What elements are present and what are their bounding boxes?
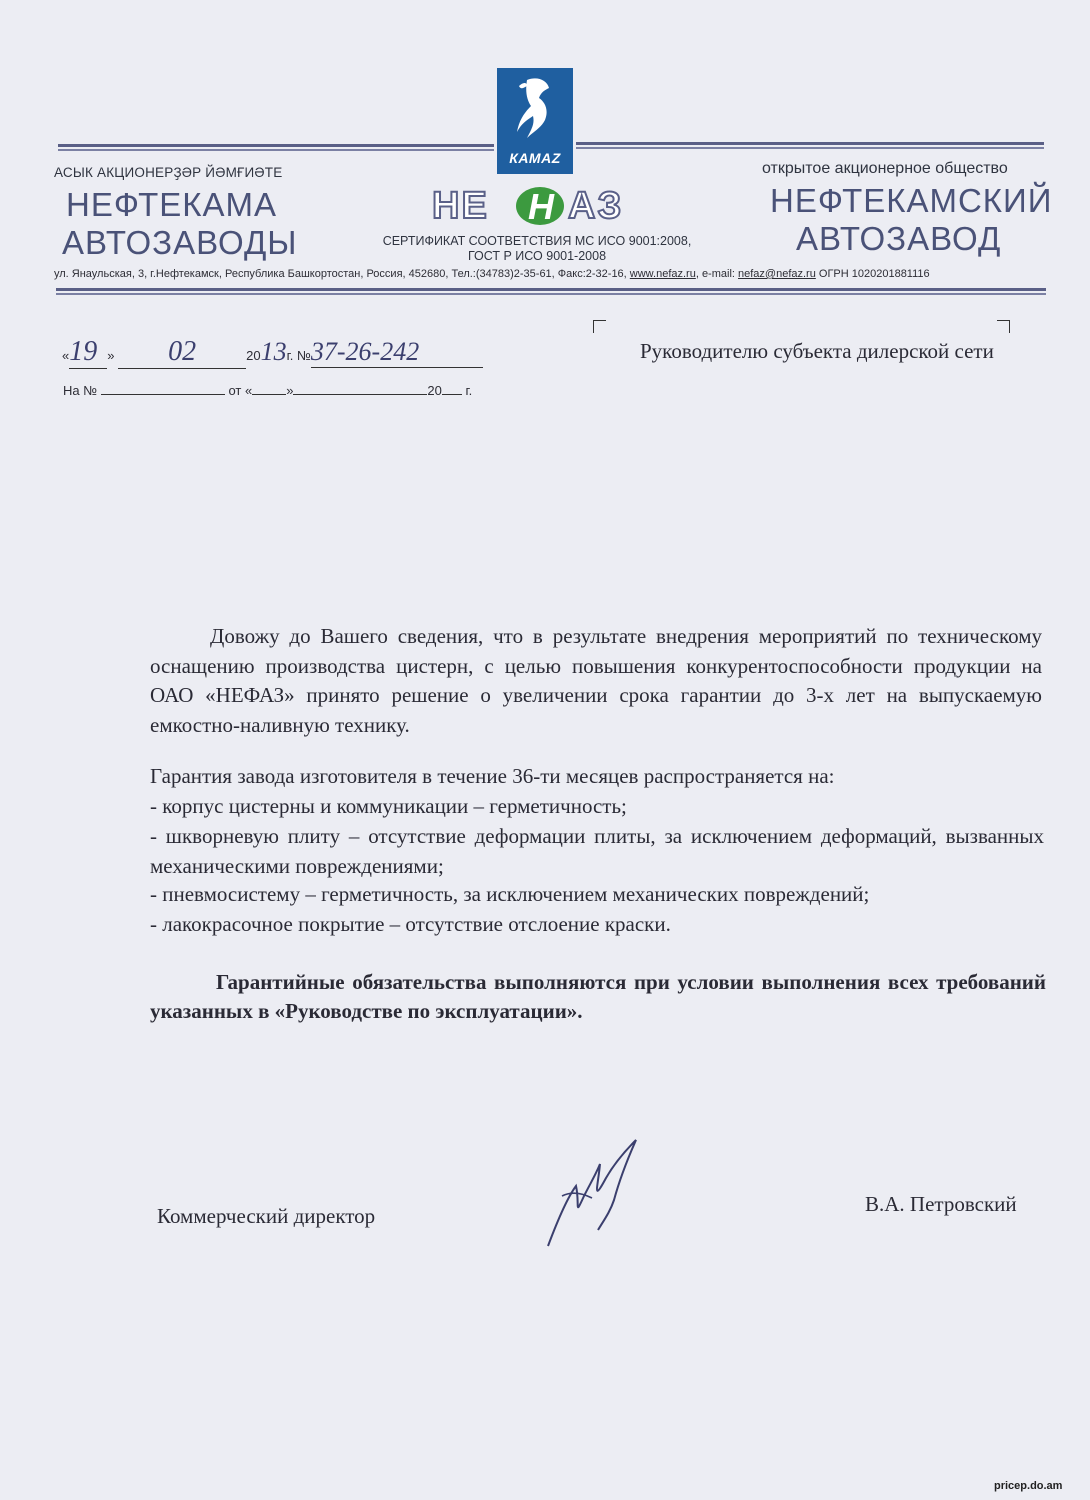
recipient-bracket-right [997, 320, 1010, 333]
body-paragraph-1: Довожу до Вашего сведения, что в результате внедрения мероприятий по техническому оснащению производства цистерн, с целью повышения конкурентоспособности продукции на ОАО «НЕФАЗ» принято решение о увеличении срока гарантии до 3-х лет на выпускаемую емкостно-наливную технику. [150, 624, 1042, 737]
year-prefix: 20 [246, 348, 261, 363]
address-line [54, 268, 930, 280]
warranty-item-1: - корпус цистерны и коммуникации – герметичность; [150, 794, 627, 818]
bashkir-company-name-2: АВТОЗАВОДЫ [62, 224, 298, 261]
email-label: , e-mail: [695, 268, 739, 280]
nefaz-wordmark [432, 186, 642, 226]
signatory-position: Коммерческий директор [157, 1204, 376, 1228]
russian-company-name-1: НЕФТЕКАМСКИЙ [770, 182, 1053, 219]
svg-text:Н: Н [528, 186, 554, 226]
ref-label: На № [63, 383, 98, 398]
russian-company-type: открытое акционерное общество [762, 160, 1008, 177]
warranty-conditions-note: Гарантийные обязательства выполняются при условии выполнения всех требований указанных в «Руководстве по эксплуатации». [150, 970, 1046, 1023]
bashkir-company-type: АСЫК АКЦИОНЕРҘӘР ЙӘМҒИӘТЕ [54, 165, 283, 180]
year-suffix: г. № [286, 348, 311, 363]
header-rule-left-thin [58, 149, 494, 151]
certificate-line-2: ГОСТ Р ИСО 9001-2008 [467, 249, 607, 263]
address-rule-thin [56, 293, 1046, 295]
source-watermark: pricep.do.am [994, 1480, 1063, 1492]
header-rule-right [576, 142, 1044, 145]
warranty-item-2: - шкворневую плиту – отсутствие деформации плиты, за исключением деформаций, вызванных механическими повреждениями; [150, 824, 1044, 878]
warranty-intro: Гарантия завода изготовителя в течение 36-ти месяцев распространяется на: [150, 764, 835, 788]
handwritten-signature [540, 1134, 670, 1259]
ogrn-text: ОГРН 1020201881116 [815, 268, 930, 280]
signatory-name: В.А. Петровский [865, 1192, 1017, 1216]
ref-number-blank [101, 394, 225, 395]
certificate-line-1: СЕРТИФИКАТ СООТВЕТСТВИЯ МС ИСО 9001:2008, [382, 234, 692, 248]
warranty-item-4: - лакокрасочное покрытие – отсутствие отслоение краски. [150, 912, 671, 936]
from-month-blank [293, 394, 427, 395]
handwritten-number: 37-26-242 [311, 337, 483, 368]
handwritten-year: 13 [260, 337, 287, 366]
year-label: 20 [427, 383, 442, 398]
from-year-blank [442, 394, 462, 395]
warranty-item-3: - пневмосистему – герметичность, за исключением механических повреждений; [150, 882, 870, 906]
russian-company-name-2: АВТОЗАВОД [796, 220, 1002, 257]
recipient-bracket-left [593, 320, 606, 333]
svg-text:НЕ: НЕ [432, 186, 489, 226]
kamaz-brand: КАМАZ [509, 150, 561, 166]
handwritten-day: 19 [69, 336, 107, 369]
email-link[interactable]: nefaz@nefaz.ru [738, 268, 816, 280]
quote-open: « [62, 348, 70, 363]
year-g: г. [465, 383, 473, 398]
from-label: от « [228, 383, 253, 398]
header-rule-left [58, 144, 494, 147]
bashkir-company-name-1: НЕФТЕКАМА [66, 186, 277, 223]
header-rule-right-thin [576, 147, 1044, 149]
handwritten-month: 02 [118, 336, 246, 369]
svg-text:АЗ: АЗ [568, 186, 624, 226]
from-close: » [286, 383, 294, 398]
website-link[interactable]: www.nefaz.ru [629, 268, 696, 280]
quote-close: » [107, 348, 115, 363]
address-text: ул. Янаульская, 3, г.Нефтекамск, Республика Башкортостан, Россия, 452680, Тел.:(34783)2-35-61, Факс:2-32-16, [54, 268, 630, 280]
from-day-blank [252, 394, 286, 395]
recipient: Руководителю субъекта дилерской сети [640, 339, 994, 363]
reference-line [63, 383, 472, 398]
address-rule [56, 288, 1046, 291]
registration-line [62, 336, 483, 369]
